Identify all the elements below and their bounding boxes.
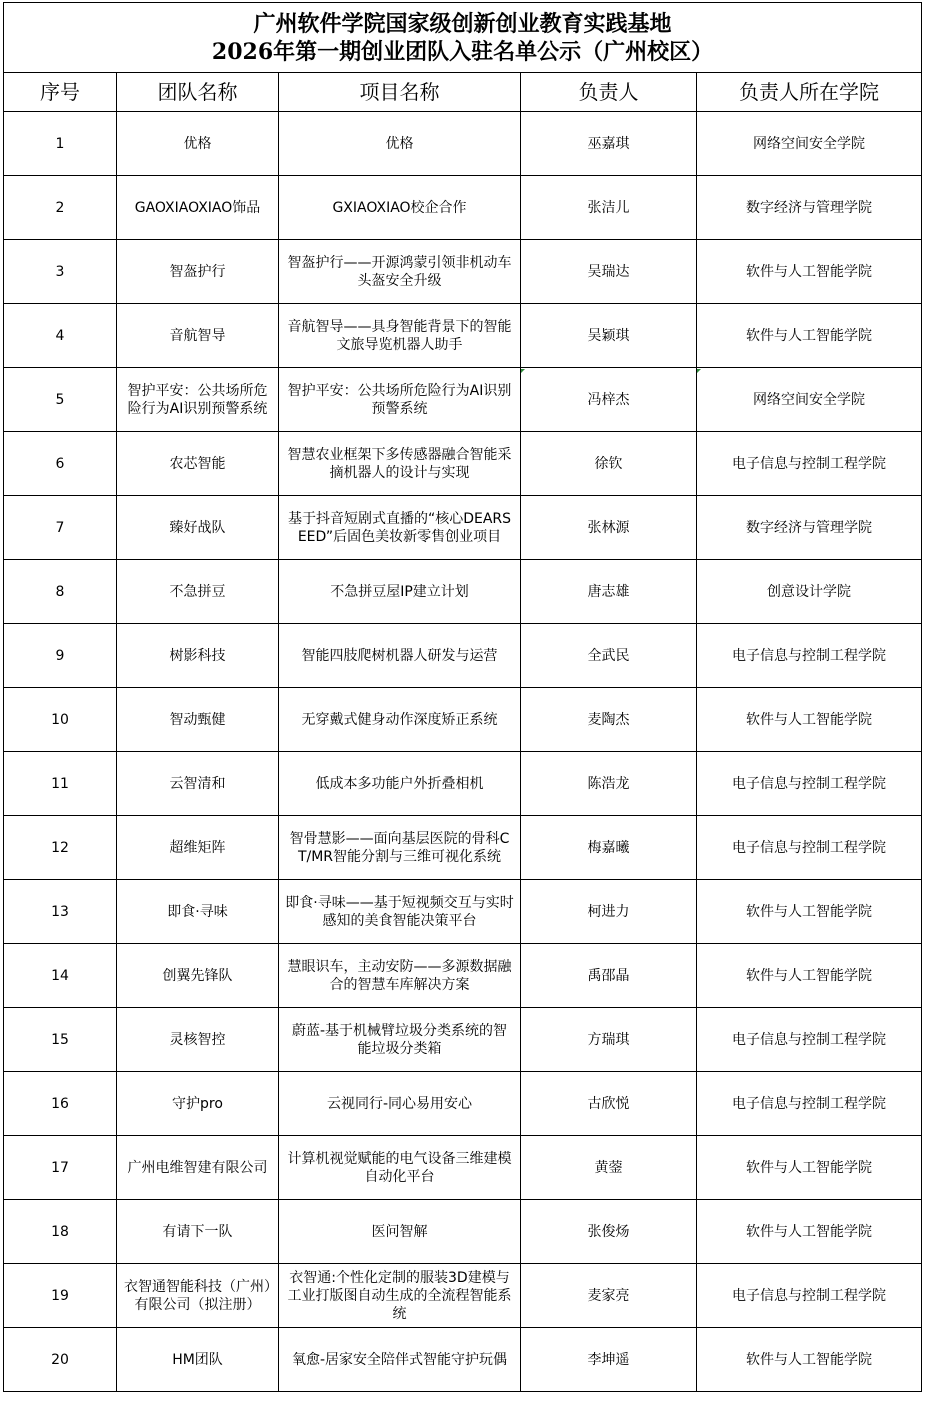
cell-leader: 吴颖琪: [521, 304, 697, 368]
document-title: [4, 3, 922, 73]
cell-index: 20: [4, 1328, 117, 1392]
table-row: [4, 368, 922, 432]
table-row: [4, 112, 922, 176]
table-row: [4, 560, 922, 624]
table-row: [4, 176, 922, 240]
table-row: [4, 880, 922, 944]
cell-college: 软件与人工智能学院: [697, 1200, 922, 1264]
cell-team: 智护平安：公共场所危险行为AI识别预警系统: [117, 368, 279, 432]
cell-project: 智慧农业框架下多传感器融合智能采摘机器人的设计与实现: [279, 432, 521, 496]
cell-project: 优格: [279, 112, 521, 176]
table-row: [4, 752, 922, 816]
cell-team: 广州电维智建有限公司: [117, 1136, 279, 1200]
table-row: [4, 1200, 922, 1264]
cell-index: 14: [4, 944, 117, 1008]
table-row: [4, 1328, 922, 1392]
cell-comment-marker: [697, 369, 701, 373]
cell-leader: 陈浩龙: [521, 752, 697, 816]
header-college: 负责人所在学院: [697, 73, 922, 112]
table-row: [4, 816, 922, 880]
header-row: [4, 73, 922, 112]
cell-college: 网络空间安全学院: [697, 368, 922, 432]
cell-college: 电子信息与控制工程学院: [697, 816, 922, 880]
cell-college: 电子信息与控制工程学院: [697, 432, 922, 496]
cell-leader: 梅嘉曦: [521, 816, 697, 880]
table-row: [4, 1072, 922, 1136]
cell-team: 智动甄健: [117, 688, 279, 752]
cell-college: 电子信息与控制工程学院: [697, 624, 922, 688]
cell-index: 16: [4, 1072, 117, 1136]
cell-project: 不急拼豆屋IP建立计划: [279, 560, 521, 624]
cell-project: 无穿戴式健身动作深度矫正系统: [279, 688, 521, 752]
cell-team: 超维矩阵: [117, 816, 279, 880]
cell-leader: 麦陶杰: [521, 688, 697, 752]
table-row: [4, 432, 922, 496]
cell-leader: 冯梓杰: [521, 368, 697, 432]
cell-team: 灵核智控: [117, 1008, 279, 1072]
header-team: 团队名称: [117, 73, 279, 112]
table-row: [4, 496, 922, 560]
cell-leader: 吴瑞达: [521, 240, 697, 304]
title-row: [4, 3, 922, 73]
cell-index: 10: [4, 688, 117, 752]
cell-leader: 古欣悦: [521, 1072, 697, 1136]
cell-project: 即食·寻味——基于短视频交互与实时感知的美食智能决策平台: [279, 880, 521, 944]
cell-leader: 唐志雄: [521, 560, 697, 624]
cell-team: HM团队: [117, 1328, 279, 1392]
cell-college: 电子信息与控制工程学院: [697, 1264, 922, 1328]
cell-college: 网络空间安全学院: [697, 112, 922, 176]
cell-project: 低成本多功能户外折叠相机: [279, 752, 521, 816]
roster-table: [3, 2, 922, 1392]
cell-project: 音航智导——具身智能背景下的智能文旅导览机器人助手: [279, 304, 521, 368]
cell-college: 软件与人工智能学院: [697, 304, 922, 368]
title-line-2: 2026年第一期创业团队入驻名单公示（广州校区）: [211, 38, 714, 65]
cell-index: 5: [4, 368, 117, 432]
cell-index: 18: [4, 1200, 117, 1264]
cell-leader: 全武民: [521, 624, 697, 688]
cell-project: 智能四肢爬树机器人研发与运营: [279, 624, 521, 688]
cell-team: 树影科技: [117, 624, 279, 688]
cell-project: 基于抖音短剧式直播的“核心DEARSEED”后固色美妆新零售创业项目: [279, 496, 521, 560]
header-index: 序号: [4, 73, 117, 112]
table-row: [4, 304, 922, 368]
cell-team: 农芯智能: [117, 432, 279, 496]
table-row: [4, 240, 922, 304]
cell-leader: 禹邵晶: [521, 944, 697, 1008]
cell-index: 13: [4, 880, 117, 944]
cell-project: 氧愈-居家安全陪伴式智能守护玩偶: [279, 1328, 521, 1392]
cell-college: 电子信息与控制工程学院: [697, 1072, 922, 1136]
cell-team: 创翼先锋队: [117, 944, 279, 1008]
cell-index: 19: [4, 1264, 117, 1328]
cell-leader: 方瑞琪: [521, 1008, 697, 1072]
table-row: [4, 624, 922, 688]
cell-project: 医问智解: [279, 1200, 521, 1264]
cell-project: 智护平安：公共场所危险行为AI识别预警系统: [279, 368, 521, 432]
table-row: [4, 1136, 922, 1200]
cell-college: 电子信息与控制工程学院: [697, 1008, 922, 1072]
cell-index: 2: [4, 176, 117, 240]
cell-leader: 李坤遥: [521, 1328, 697, 1392]
cell-project: 衣智通:个性化定制的服装3D建模与工业打版图自动生成的全流程智能系统: [279, 1264, 521, 1328]
cell-college: 电子信息与控制工程学院: [697, 752, 922, 816]
cell-college: 软件与人工智能学院: [697, 240, 922, 304]
cell-college: 软件与人工智能学院: [697, 688, 922, 752]
cell-index: 15: [4, 1008, 117, 1072]
cell-project: 智骨慧影——面向基层医院的骨科CT/MR智能分割与三维可视化系统: [279, 816, 521, 880]
cell-index: 11: [4, 752, 117, 816]
cell-leader: 张林源: [521, 496, 697, 560]
table-row: [4, 944, 922, 1008]
cell-project: 慧眼识车，主动安防——多源数据融合的智慧车库解决方案: [279, 944, 521, 1008]
cell-project: 智盔护行——开源鸿蒙引领非机动车头盔安全升级: [279, 240, 521, 304]
cell-team: 不急拼豆: [117, 560, 279, 624]
cell-leader: 柯进力: [521, 880, 697, 944]
cell-team: 有请下一队: [117, 1200, 279, 1264]
cell-college: 数字经济与管理学院: [697, 176, 922, 240]
cell-college: 软件与人工智能学院: [697, 1136, 922, 1200]
cell-project: 云视同行-同心易用安心: [279, 1072, 521, 1136]
cell-college: 创意设计学院: [697, 560, 922, 624]
cell-index: 8: [4, 560, 117, 624]
cell-team: 衣智通智能科技（广州）有限公司（拟注册）: [117, 1264, 279, 1328]
cell-index: 7: [4, 496, 117, 560]
cell-team: 音航智导: [117, 304, 279, 368]
cell-team: 守护pro: [117, 1072, 279, 1136]
cell-leader: 张俊炀: [521, 1200, 697, 1264]
header-leader: 负责人: [521, 73, 697, 112]
cell-index: 12: [4, 816, 117, 880]
cell-index: 3: [4, 240, 117, 304]
cell-leader: 张洁儿: [521, 176, 697, 240]
cell-leader: 徐钦: [521, 432, 697, 496]
cell-leader: 巫嘉琪: [521, 112, 697, 176]
cell-college: 软件与人工智能学院: [697, 944, 922, 1008]
cell-team: 智盔护行: [117, 240, 279, 304]
cell-team: 臻好战队: [117, 496, 279, 560]
cell-leader: 麦家亮: [521, 1264, 697, 1328]
cell-project: GXIAOXIAO校企合作: [279, 176, 521, 240]
table-row: [4, 1264, 922, 1328]
cell-index: 1: [4, 112, 117, 176]
cell-team: 优格: [117, 112, 279, 176]
table-row: [4, 688, 922, 752]
cell-leader: 黄蓥: [521, 1136, 697, 1200]
cell-index: 4: [4, 304, 117, 368]
cell-team: GAOXIAOXIAO饰品: [117, 176, 279, 240]
cell-project: 计算机视觉赋能的电气设备三维建模自动化平台: [279, 1136, 521, 1200]
header-project: 项目名称: [279, 73, 521, 112]
cell-index: 6: [4, 432, 117, 496]
cell-index: 17: [4, 1136, 117, 1200]
cell-college: 软件与人工智能学院: [697, 1328, 922, 1392]
cell-index: 9: [4, 624, 117, 688]
cell-team: 云智清和: [117, 752, 279, 816]
cell-project: 蔚蓝-基于机械臂垃圾分类系统的智能垃圾分类箱: [279, 1008, 521, 1072]
cell-college: 软件与人工智能学院: [697, 880, 922, 944]
cell-team: 即食·寻味: [117, 880, 279, 944]
cell-comment-marker: [521, 369, 525, 373]
cell-college: 数字经济与管理学院: [697, 496, 922, 560]
title-line-1: 广州软件学院国家级创新创业教育实践基地: [253, 10, 672, 37]
table-row: [4, 1008, 922, 1072]
